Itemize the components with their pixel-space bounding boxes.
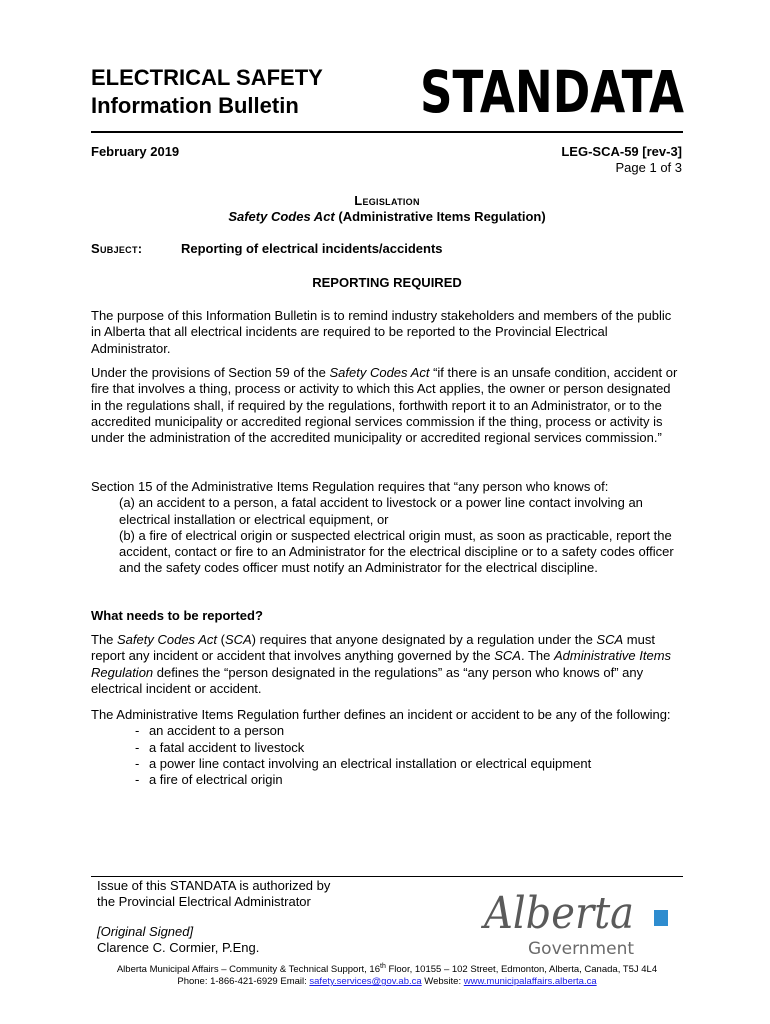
section-heading: REPORTING REQUIRED [312,275,462,290]
footer-address: Alberta Municipal Affairs – Community & Technical Support, 16th Floor, 10155 – 102 Street, Edmonton, Alberta, Canada, T5J 4L4 Phone: 1-866-421-6929 Email: safety.services@gov.ab.ca Website: www.municipalaffairs.alberta.ca [116,963,658,988]
alberta-government-logo [478,880,678,960]
legislation-line [91,209,683,224]
bulletin-date: February 2019 [91,144,180,159]
signatory-name: Clarence C. Cormier, P.Eng. [97,940,260,955]
government-wordmark: Government [528,939,635,959]
authorization: Issue of this STANDATA is authorized by the Provincial Electrical Administrator [97,878,331,909]
bulletin-code: LEG-SCA-59 [rev-3] [561,144,682,159]
question-heading: What needs to be reported? [91,608,263,623]
title-line-2: Information Bulletin [91,93,299,118]
header-divider [91,131,683,133]
paragraph-sca: The Safety Codes Act (SCA) requires that anyone designated by a regulation under the SCA must report any incident or accident that involves anything governed by the SCA. The Administrative Items Regulation defines the “person designated in the regulations” as “any person who knows of” any electrical incident or accident. [91,632,672,696]
footer-divider [91,876,683,877]
legislation-heading: Legislation [354,193,420,208]
incident-list [91,723,683,788]
subject-label: Subject: [91,241,143,256]
signature-block [97,924,259,956]
paragraph-section-59: Under the provisions of Section 59 of the Safety Codes Act “if there is an unsafe condition, accident or fire that involves a thing, process or activity to which this Act applies, the owner or person designated in the regulations shall, if required by the regulations, forthwith report it to an Administrator, or to the accredited municipality or accredited regional services commission if the thing, process or activity is under the administration of the accredited municipality or accredited regional services commission.” [91,365,678,446]
title-line-1: ELECTRICAL SAFETY [91,65,323,90]
original-signed: [Original Signed] [97,924,194,939]
list-item: - a power line contact involving an electrical installation or electrical equipment [135,756,683,772]
regulation-name: (Administrative Items Regulation) [334,209,546,224]
paragraph-definition: The Administrative Items Regulation further defines an incident or accident to be any of the following: - an accident to a person - a fatal accident to livestock - a power line contact involving an electrical installation or electrical equipment - a fire of electrical origin [91,707,683,788]
section-15-item-a: (a) an accident to a person, a fatal accident to livestock or a power line contact involving an electrical installation or electrical equipment, or [119,495,643,527]
subject-value: Reporting of electrical incidents/accidents [181,241,443,256]
alberta-flag-icon [654,910,668,926]
list-item: - an accident to a person [135,723,683,739]
list-item: - a fire of electrical origin [135,772,683,788]
list-item: - a fatal accident to livestock [135,740,683,756]
website-link[interactable]: www.municipalaffairs.alberta.ca [463,976,597,988]
paragraph-purpose: The purpose of this Information Bulletin is to remind industry stakeholders and members of the public in Alberta that all electrical incidents are required to be reported to the Provincial Electrical Administrator. [91,308,672,356]
page-number: Page 1 of 3 [615,160,682,175]
email-link[interactable]: safety.services@gov.ab.ca [309,976,422,988]
section-15-item-b: (b) a fire of electrical origin or suspected electrical origin must, as soon as practicable, report the accident, contact or fire to an Administrator for the electrical discipline or to a safety codes officer and the safety codes officer must notify an Administrator for the electrical discipline. [119,527,674,576]
act-name: Safety Codes Act [228,209,335,224]
logo-text: STANDATA [420,58,685,126]
alberta-wordmark: Alberta [480,888,634,939]
standata-logo [420,58,686,126]
paragraph-section-15 [91,479,683,577]
bulletin-title [91,64,323,120]
section-15-intro: Section 15 of the Administrative Items Regulation requires that “any person who knows of: [91,479,609,494]
